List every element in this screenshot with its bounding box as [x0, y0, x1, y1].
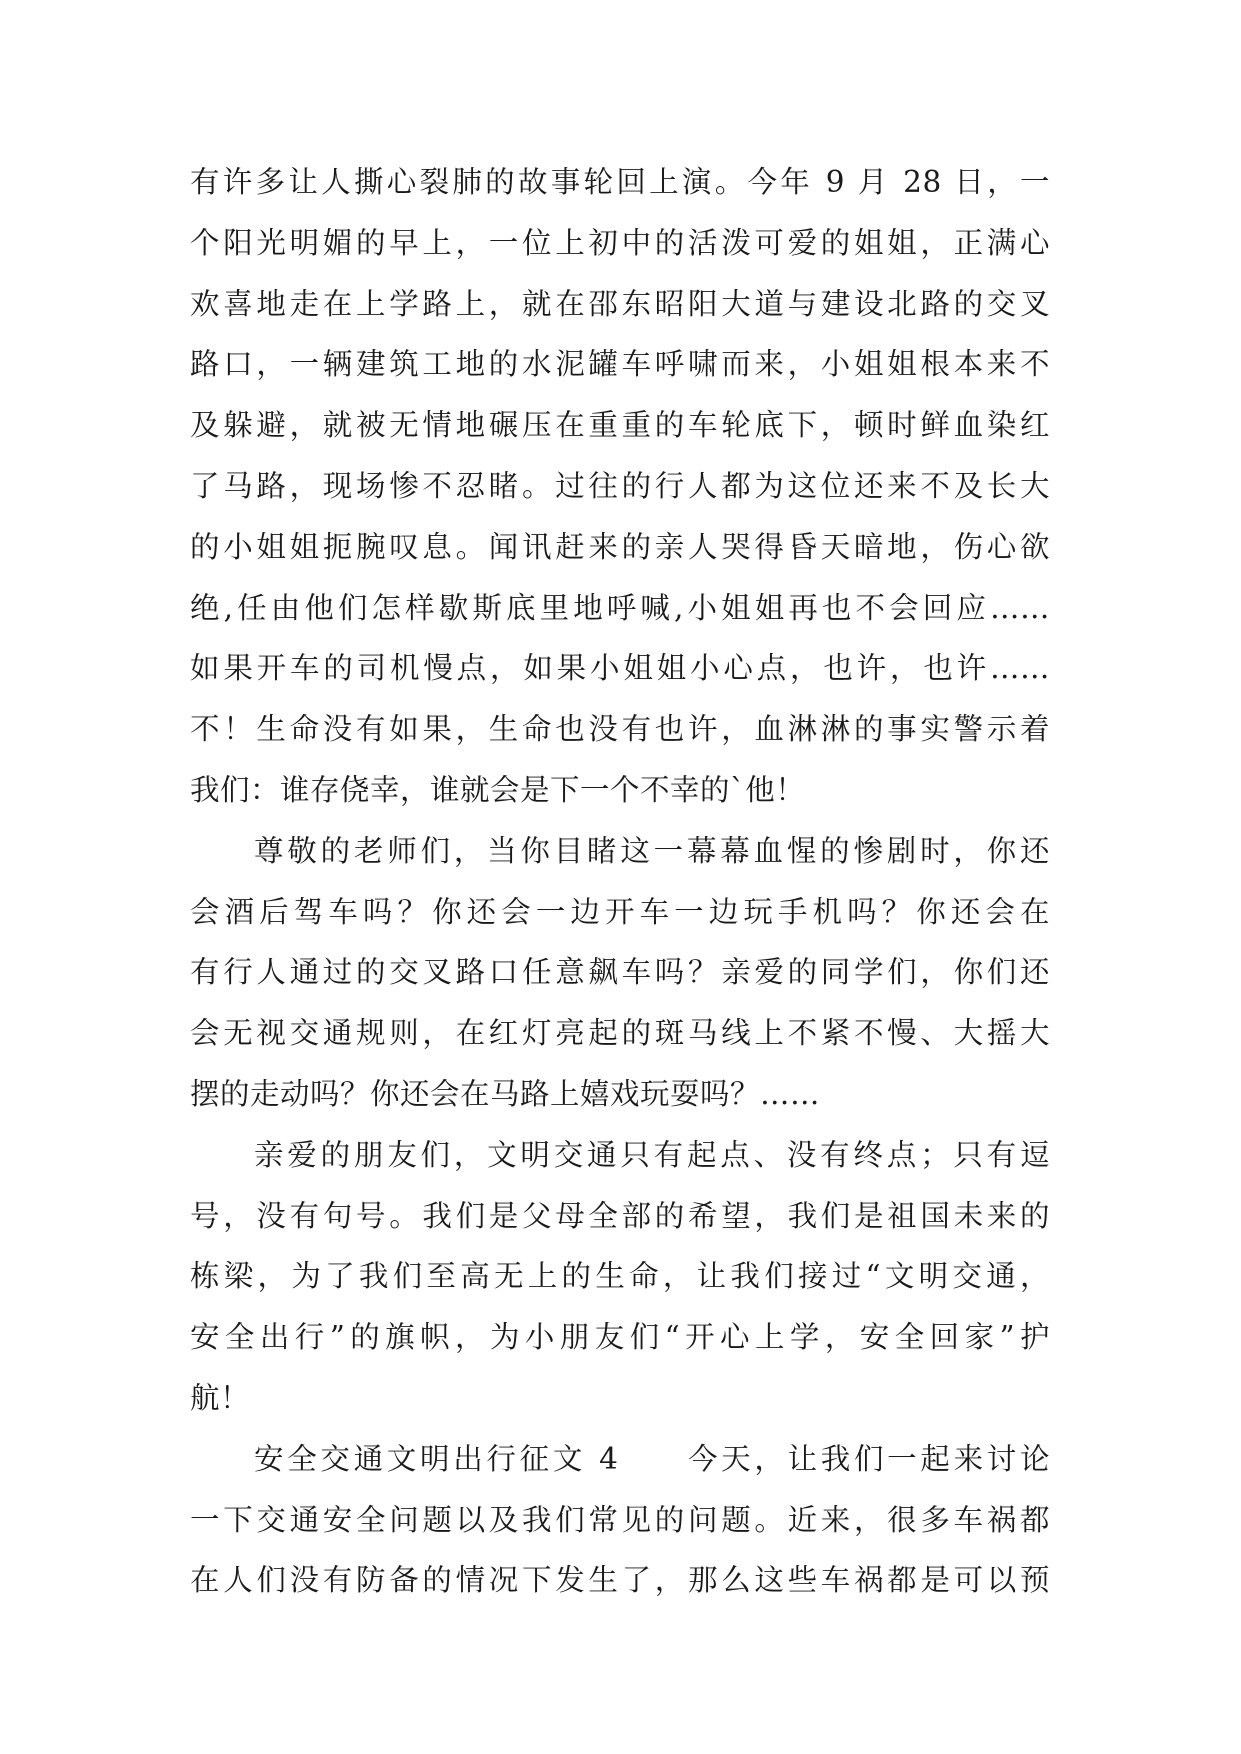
text-line: 欢喜地走在上学路上，就在邵东昭阳大道与建设北路的交叉 [190, 286, 1050, 321]
text-line: 亲爱的朋友们，文明交通只有起点、没有终点；只有逗 [254, 1137, 1050, 1172]
text-line: 安全交通文明出行征文 4 今天，让我们一起来讨论 [254, 1441, 1050, 1476]
text-line: 如果开车的司机慢点，如果小姐姐小心点，也许，也许…… [190, 651, 1050, 686]
text-line: 绝,任由他们怎样歇斯底里地呼喊,小姐姐再也不会回应…… [190, 590, 1050, 625]
paragraph-friends [190, 1125, 1050, 1429]
text-line: 一下交通安全问题以及我们常见的问题。近来，很多车祸都 [190, 1502, 1050, 1537]
text-line: 路口，一辆建筑工地的水泥罐车呼啸而来，小姐姐根本来不 [190, 347, 1050, 382]
paragraph-teachers [190, 821, 1050, 1125]
text-line: 尊敬的老师们，当你目睹这一幕幕血惺的惨剧时，你还 [254, 833, 1050, 868]
text-line: 有许多让人撕心裂肺的故事轮回上演。今年 9 月 28 日，一 [190, 165, 1050, 199]
text-line: 我们：谁存侥幸，谁就会是下一个不幸的`他！ [190, 772, 806, 807]
text-line: 了马路，现场惨不忍睹。过往的行人都为这位还来不及长大 [190, 468, 1050, 503]
paragraph-accident-story [190, 152, 1050, 821]
text-line: 及躲避，就被无情地碾压在重重的车轮底下，顿时鲜血染红 [190, 408, 1050, 443]
text-line: 栋梁，为了我们至高无上的生命，让我们接过“文明交通， [190, 1259, 1050, 1294]
document-body [190, 152, 1050, 1611]
text-line: 有行人通过的交叉路口任意飙车吗？亲爱的同学们，你们还 [190, 955, 1050, 990]
text-line: 不！生命没有如果，生命也没有也许，血淋淋的事实警示着 [190, 712, 1050, 747]
text-line: 号，没有句号。我们是父母全部的希望，我们是祖国未来的 [190, 1198, 1050, 1233]
text-line: 会酒后驾车吗？你还会一边开车一边玩手机吗？你还会在 [190, 894, 1050, 929]
text-line: 摆的走动吗？你还会在马路上嬉戏玩耍吗？…… [190, 1076, 821, 1111]
text-line: 的小姐姐扼腕叹息。闻讯赶来的亲人哭得昏天暗地，伤心欲 [190, 529, 1050, 564]
text-line: 安全出行”的旗帜，为小朋友们“开心上学，安全回家”护 [190, 1320, 1050, 1355]
paragraph-essay-4 [190, 1429, 1050, 1611]
text-line: 航！ [190, 1380, 251, 1415]
text-line: 会无视交通规则，在红灯亮起的斑马线上不紧不慢、大摇大 [190, 1016, 1050, 1051]
text-line: 在人们没有防备的情况下发生了，那么这些车祸都是可以预 [190, 1563, 1050, 1598]
text-line: 个阳光明媚的早上，一位上初中的活泼可爱的姐姐，正满心 [190, 225, 1050, 260]
